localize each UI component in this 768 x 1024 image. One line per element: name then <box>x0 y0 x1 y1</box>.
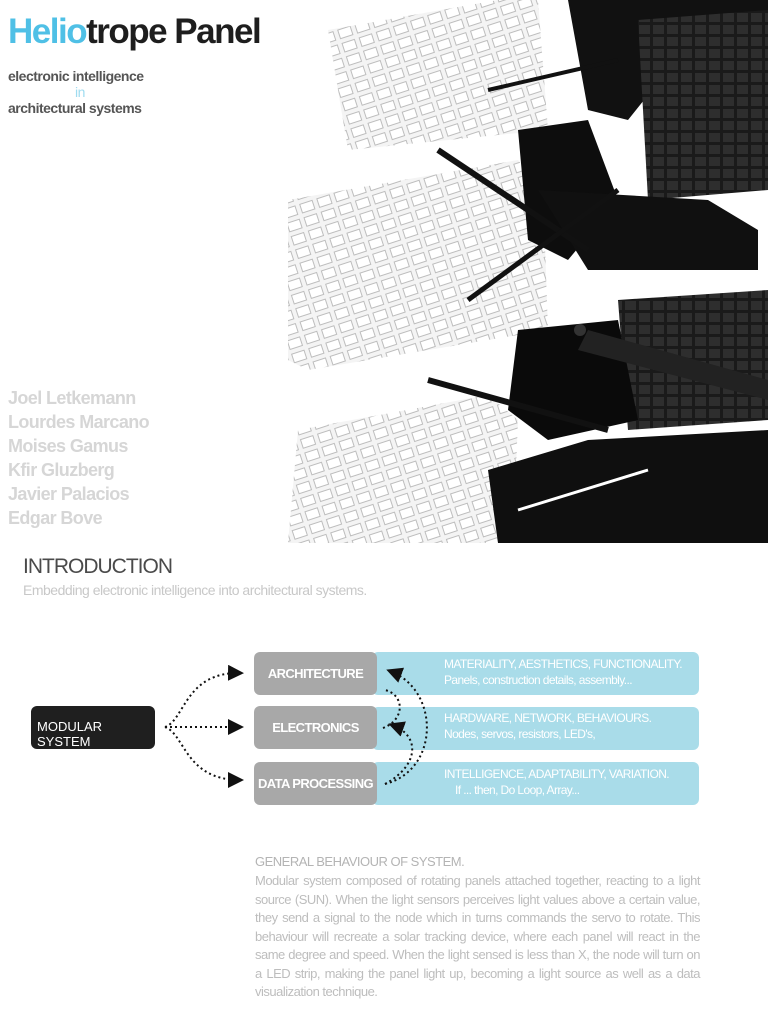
general-behaviour-text: Modular system composed of rotating panels attached together, reacting to a light source (SUN). When the light sensors perceives light values above a certain value, they send a signal to the node which in turns commands the servo to rotate. This behaviour will recreate a solar tracking device, where each panel will react in the same degree and speed. When the light sensed is less than X, the node will turn on a LED strip, making the panel light up, becoming a light source as well as a data visualization technique. <box>255 873 700 999</box>
data-processing-box: DATA PROCESSING <box>254 762 377 805</box>
author-name: Lourdes Marcano <box>8 412 150 432</box>
introduction-heading: INTRODUCTION <box>23 555 172 578</box>
introduction-text: Embedding electronic intelligence into architectural systems. <box>23 582 367 598</box>
subtitle-line-2: in <box>75 84 85 100</box>
author-name: Kfir Gluzberg <box>8 460 115 480</box>
electronics-detail-heading: HARDWARE, NETWORK, BEHAVIOURS. <box>444 711 652 725</box>
data-processing-detail-text: If ... then, Do Loop, Array... <box>455 783 580 797</box>
architecture-detail-heading: MATERIALITY, AESTHETICS, FUNCTIONALITY. <box>444 657 682 671</box>
author-name: Joel Letkemann <box>8 388 136 408</box>
author-name: Javier Palacios <box>8 484 130 504</box>
electronics-box: ELECTRONICS <box>254 706 377 749</box>
subtitle-line-1: electronic intelligence <box>8 68 144 84</box>
subtitle-line-3: architectural systems <box>8 100 142 116</box>
title-highlight: Helio <box>8 12 87 51</box>
architecture-box: ARCHITECTURE <box>254 652 377 695</box>
author-name: Moises Gamus <box>8 436 128 456</box>
general-behaviour-heading: GENERAL BEHAVIOUR OF SYSTEM. <box>255 854 465 869</box>
author-name: Edgar Bove <box>8 508 103 528</box>
data-processing-detail-heading: INTELLIGENCE, ADAPTABILITY, VARIATION. <box>444 767 670 781</box>
electronics-detail-text: Nodes, servos, resistors, LED's, <box>444 727 596 741</box>
architecture-detail-text: Panels, construction details, assembly... <box>444 673 632 687</box>
title-rest: trope Panel <box>86 12 261 51</box>
modular-system-box: MODULAR SYSTEM <box>31 706 155 749</box>
